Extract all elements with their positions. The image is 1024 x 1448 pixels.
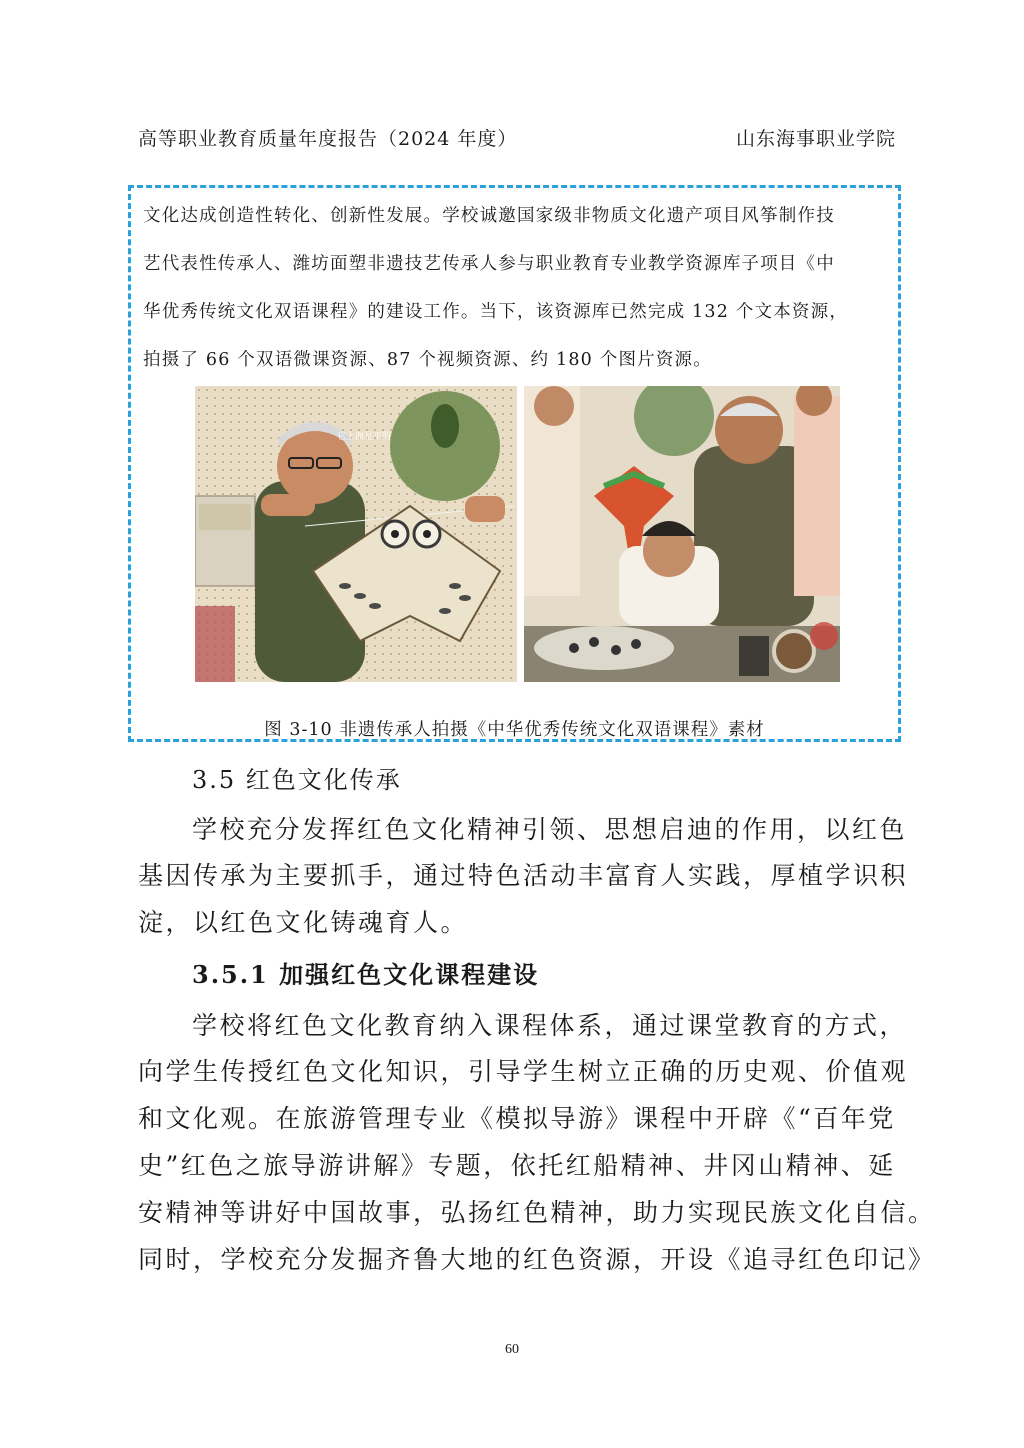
painting-lesson-photo — [524, 386, 840, 682]
case-text-line: 文化达成创造性转化、创新性发展。学校诚邀国家级非物质文化遗产项目风筝制作技 — [143, 206, 835, 226]
paragraph-line: 安精神等讲好中国故事，弘扬红色精神，助力实现民族文化自信。 — [138, 1198, 936, 1227]
paragraph-line: 基因传承为主要抓手，通过特色活动丰富育人实践，厚植学识积 — [138, 861, 909, 890]
paragraph-line: 学校将红色文化教育纳入课程体系，通过课堂教育的方式， — [192, 1011, 908, 1040]
section-heading: 3.5 红色文化传承 — [192, 766, 402, 794]
paragraph-line: 向学生传授红色文化知识，引导学生树立正确的历史观、价值观 — [138, 1057, 909, 1086]
video-subtitle: 它上面是平的 — [337, 432, 392, 442]
case-text-line: 华优秀传统文化双语课程》的建设工作。当下，该资源库已然完成 132 个文本资源， — [143, 302, 849, 322]
case-box — [128, 185, 901, 742]
case-text-line: 拍摄了 66 个双语微课资源、87 个视频资源、约 180 个图片资源。 — [143, 350, 712, 370]
paragraph-line: 同时，学校充分发掘齐鲁大地的红色资源，开设《追寻红色印记》 — [138, 1245, 936, 1274]
paragraph-line: 学校充分发挥红色文化精神引领、思想启迪的作用，以红色 — [192, 815, 908, 844]
header-school-name: 山东海事职业学院 — [735, 128, 896, 150]
case-text-line: 艺代表性传承人、潍坊面塑非遗技艺传承人参与职业教育专业教学资源库子项目《中 — [143, 254, 835, 274]
subsection-heading: 3.5.1 加强红色文化课程建设 — [192, 960, 540, 989]
page-number: 60 — [505, 1342, 519, 1357]
figure-caption: 图 3-10 非遗传承人拍摄《中华优秀传统文化双语课程》素材 — [264, 720, 765, 740]
paragraph-line: 淀，以红色文化铸魂育人。 — [138, 908, 469, 937]
paragraph-line: 和文化观。在旅游管理专业《模拟导游》课程中开辟《“百年党 — [138, 1104, 896, 1133]
paragraph-line: 史”红色之旅导游讲解》专题，依托红船精神、井冈山精神、延 — [138, 1151, 896, 1180]
header-report-title: 高等职业教育质量年度报告（2024 年度） — [138, 128, 518, 150]
